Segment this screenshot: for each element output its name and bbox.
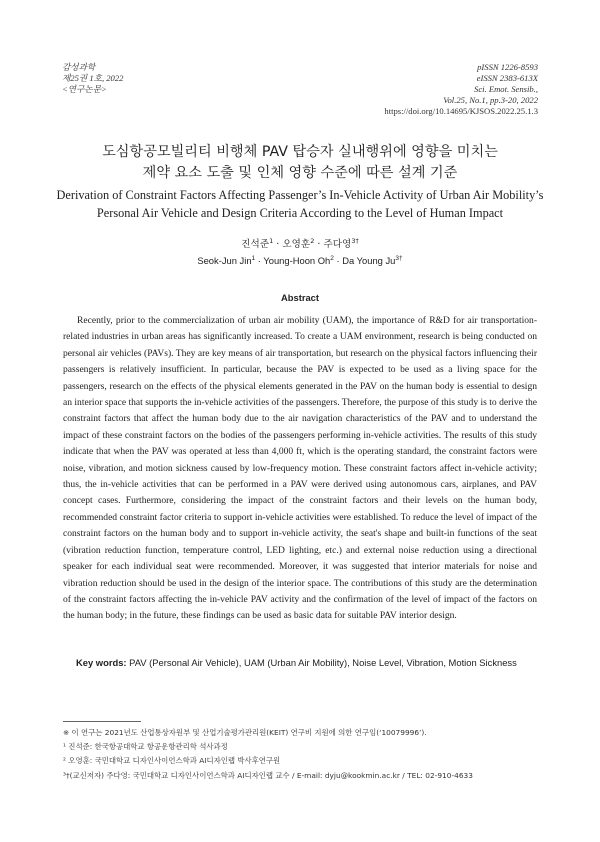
footnote-author-1: ¹ 진석준: 한국항공대학교 항공운항관리학 석사과정 <box>63 742 228 752</box>
article-type: <연구논문> <box>62 84 107 94</box>
footnote-divider <box>63 721 141 722</box>
author-affiliation-mark: 3† <box>395 254 403 262</box>
author-affiliation-mark: 2 <box>310 236 315 245</box>
footnote-corresponding-author: ³†(교신저자) 주다영: 국민대학교 디자인사이언스학과 AI디자인랩 교수 / E-mail: dyju@kookmin.ac.kr / TEL: 02-910-4633 <box>63 770 473 780</box>
pissn: pISSN 1226-8593 <box>477 62 538 72</box>
author-name: 진석준 <box>241 239 270 250</box>
abstract-heading: Abstract <box>280 292 320 303</box>
author-affiliation-mark: 1 <box>269 236 274 245</box>
title-en-line-2: Personal Air Vehicle and Design Criteria According to the Level of Human Impact <box>96 206 504 220</box>
title-korean <box>40 142 560 184</box>
author-name: 오영훈 <box>282 239 311 250</box>
author-separator: · <box>255 255 264 266</box>
author-affiliation-mark: 3† <box>351 236 359 245</box>
keywords-text: PAV (Personal Air Vehicle), UAM (Urban Air Mobility), Noise Level, Vibration, Motion Sickness <box>129 657 517 668</box>
eissn: eISSN 2383-613X <box>476 73 538 83</box>
author-name: Da Young Ju <box>342 255 396 266</box>
journal-name-ko: 감성과학 <box>62 62 96 72</box>
author-name: Seok-Jun Jin <box>197 255 252 266</box>
keywords-label: Key words: <box>76 657 127 668</box>
journal-header-right <box>384 62 538 117</box>
title-english <box>40 186 560 222</box>
footnote-author-2: ² 오영훈: 국민대학교 디자인사이언스학과 AI디자인랩 박사후연구원 <box>63 756 281 766</box>
title-ko-line-1: 도심항공모빌리티 비행체 PAV 탑승자 실내행위에 영향을 미치는 <box>102 144 498 160</box>
author-name: Young-Hoon Oh <box>263 255 331 266</box>
author-separator: · <box>333 255 343 266</box>
author-affiliation-mark: 1 <box>251 254 256 262</box>
title-ko-line-2: 제약 요소 도출 및 인체 영향 수준에 따른 설계 기준 <box>142 165 458 181</box>
volume-pages: Vol.25, No.1, pp.3-20, 2022 <box>443 95 538 105</box>
author-affiliation-mark: 2 <box>330 254 334 262</box>
keywords <box>76 655 590 672</box>
doi-link[interactable]: https://doi.org/10.14695/KJSOS.2022.25.1.3 <box>384 106 538 116</box>
journal-volume: 제25권 1호, 2022 <box>62 73 124 83</box>
authors-english <box>0 254 600 268</box>
title-en-line-1: Derivation of Constraint Factors Affecting Passenger’s In-Vehicle Activity of Urban Air Mobility’s <box>56 188 544 202</box>
author-separator: · <box>314 239 324 250</box>
journal-abbrev: Sci. Emot. Sensib., <box>474 84 538 94</box>
authors-korean <box>0 238 600 252</box>
footnotes <box>63 726 543 783</box>
author-name: 주다영 <box>323 239 352 250</box>
footnote-funding: ※ 이 연구는 2021년도 산업통상자원부 및 산업기술평가관리원(KEIT) 연구비 지원에 의한 연구임(‘10079996’). <box>63 728 427 737</box>
abstract-body: Recently, prior to the commercialization of urban air mobility (UAM), the importance of R&D for air transportation-related industries in urban areas has significantly increased. To create a UAM environment, research is being conducted on personal air vehicles (PAVs). They are key means of air transportation, but research on the physical factors influencing their passengers is relatively insufficient. In particular, because the PAV is expected to be used as a living space for the passengers, research on the effects of the physical elements generated in the PAV on the human body is essential to design an interior space that supports the in-vehicle activities of the passengers. Therefore, the purpose of this study is to derive the constraint factors that affect the human body due to the air navigation characteristics of the PAV and to understand the impact of these constraint factors on the bodies of the passengers performing in-vehicle activities. The results of this study indicate that when the PAV was operated at less than 4,000 ft, which is the operating standard, the constraint factors were noise, vibration, and motion sickness caused by low-frequency motion. These constraint factors affect in-vehicle activity; thus, the in-vehicle activities that can be performed in a PAV were derived using autonomous cars, airplanes, and PAV concept cases. Furthermore, considering the impact of the constraint factors and their levels on the human body, recommended constraint factor criteria to support in-vehicle activities were established. To reduce the level of impact of the constraint factors on the human body and to support in-vehicle activity, the seat's shape and built-in functions of the seat (vibration reduction function, temperature control, LED lighting, etc.) and external noise reduction using a directional speaker for each individual seat were recommended. Moreover, it was suggested that interior materials for noise and vibration reduction should be used in the design of the interior space. The contributions of this study are the determination of the constraint factors affecting the in-vehicle PAV activity and the confirmation of the level of impact of the factors on the human body; in the future, these findings can be used as basic data for suitable PAV interior design. <box>63 315 537 622</box>
author-separator: · <box>273 239 283 250</box>
journal-header-left <box>62 62 123 95</box>
